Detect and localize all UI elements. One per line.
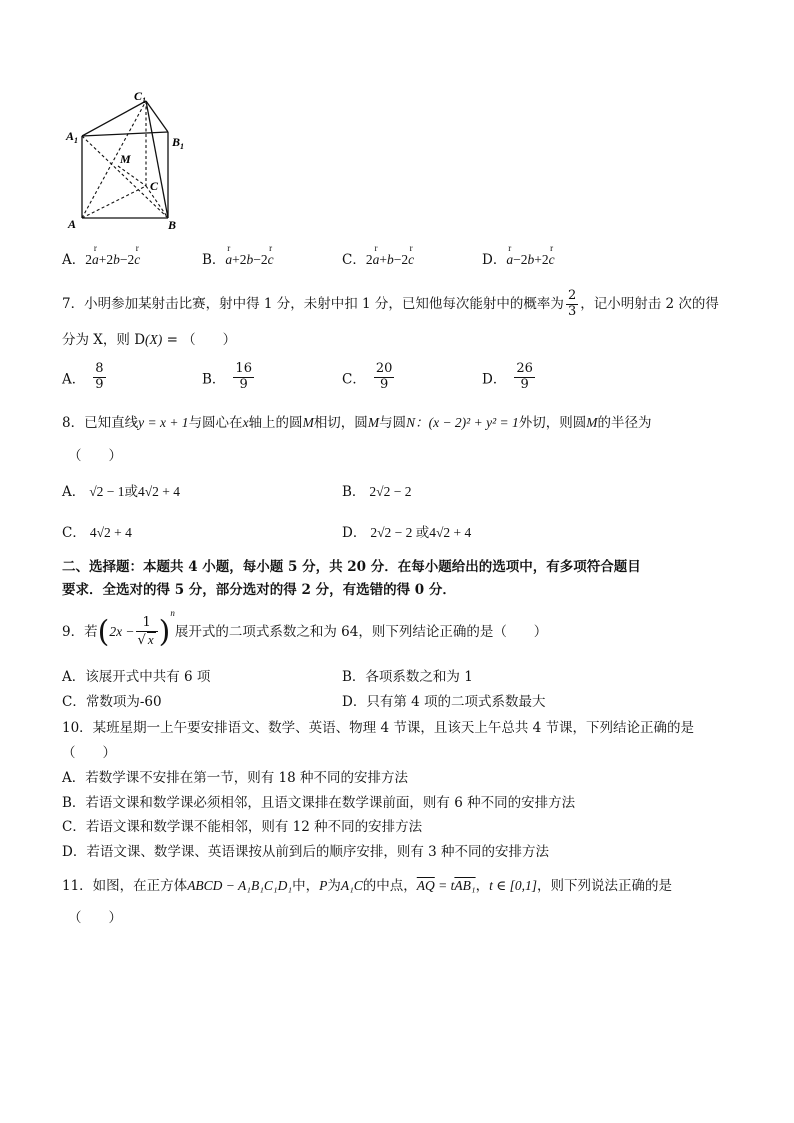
vector-name: b [113, 252, 120, 267]
option-label: D． [342, 525, 367, 541]
q11-line2: （ ） [68, 910, 122, 926]
fraction-denominator: 9 [379, 376, 389, 392]
vector-name: b [386, 252, 394, 267]
vector-name: a [92, 252, 99, 267]
vector-var [247, 252, 254, 268]
vector-name: a [225, 252, 233, 267]
option-label: D． [482, 371, 507, 388]
expr-coef: −2 [513, 252, 528, 267]
option-text: 2√2 − 2 [369, 484, 412, 499]
option-text: 只有第 4 项的二项式系数最大 [366, 694, 546, 710]
q8-line2: （ ） [68, 448, 122, 464]
option-label: A． [62, 252, 86, 268]
expr-coef: −2 [119, 252, 135, 267]
label-B: B [168, 218, 177, 232]
expr-coef: 2 [85, 252, 92, 267]
vector-arrow-mark: r [93, 243, 97, 253]
option-label: B． [202, 252, 226, 268]
vector-name: a [372, 252, 380, 267]
vector-var [387, 252, 394, 268]
label-C: C [150, 179, 159, 193]
option-item [62, 665, 210, 685]
option-label: C． [62, 694, 86, 710]
q7-line2: 分为 X，则 D(X) = （ ） [62, 332, 237, 348]
vector-var [372, 243, 380, 268]
section2-line1: 二、选择题：本题共 4 小题，每小题 5 分，共 20 分．在每小题给出的选项中，有多项符合题目 [62, 559, 641, 575]
fraction-denominator: 9 [239, 376, 248, 392]
label-A: A [68, 217, 77, 231]
option-item [342, 521, 471, 541]
fraction-numerator: 26 [516, 361, 533, 376]
label-B1: $B_1$ [172, 135, 185, 151]
option-label: C． [62, 819, 86, 835]
option-item [62, 521, 132, 541]
q9-stem: 9．若(2x − $\frac{1}{√ x}$ )$^n$展开式的二项式系数之和为 64，则下列结论正确的是（ ） [62, 608, 548, 650]
vector-var [134, 243, 141, 268]
option-text: √2 − 1或4√2 + 4 [89, 484, 181, 499]
expr-coef: 2 [365, 252, 373, 267]
option-label: A． [62, 371, 86, 388]
option-item [62, 690, 162, 710]
option-text: 若数学课不安排在第一节，则有 18 种不同的安排方法 [85, 770, 409, 786]
option-item [342, 690, 546, 710]
q8-line1: 8．已知直线y = x + 1与圆心在x轴上的圆M相切，圆M与圆N：(x − 2)² + y² = 1外切，则圆M的半径为 [62, 415, 652, 431]
option-fraction [93, 362, 105, 393]
vector-name: b [527, 252, 535, 267]
option-item [342, 243, 415, 268]
option-label: D． [342, 694, 367, 710]
vector-var [548, 243, 555, 268]
expr-coef: +2 [232, 252, 247, 267]
fraction-denominator: 9 [520, 376, 529, 392]
option-label: C． [62, 525, 86, 541]
option-item [342, 480, 411, 500]
vector-arrow-mark: r [227, 243, 231, 253]
option-item [482, 243, 555, 268]
vector-arrow-mark: r [269, 243, 273, 253]
fraction-denominator: 9 [95, 376, 104, 392]
vector-name: c [408, 252, 415, 267]
fraction-numerator: 20 [375, 361, 393, 376]
option-item [342, 665, 473, 685]
expr-coef: −2 [253, 252, 268, 267]
option-text: 4√2 + 4 [89, 525, 132, 540]
expr-coef: −2 [393, 252, 409, 267]
vector-arrow-mark: r [550, 243, 554, 253]
q10-line1: 10．某班星期一上午要安排语文、数学、英语、物理 4 节课，且该天上午总共 4 节课，下列结论正确的是 [62, 720, 695, 736]
expr-coef: +2 [98, 252, 114, 267]
option-fraction [514, 362, 535, 393]
option-item [62, 791, 575, 811]
option-label: C． [342, 371, 366, 388]
prism-figure [60, 88, 190, 233]
option-item [482, 362, 535, 393]
fraction-numerator: 8 [95, 361, 104, 376]
label-M: M [120, 152, 131, 166]
option-item [62, 362, 106, 393]
option-label: B． [342, 669, 366, 685]
option-label: A． [62, 770, 86, 786]
option-label: A． [62, 484, 86, 500]
option-text: 各项系数之和为 1 [365, 669, 473, 685]
vector-var [506, 243, 514, 268]
label-C1: $C_1$ [134, 89, 147, 105]
fraction-numerator: 16 [235, 361, 252, 376]
option-label: C． [342, 252, 366, 268]
expr-coef: +2 [534, 252, 549, 267]
vector-name: c [267, 252, 274, 267]
option-label: B． [342, 484, 366, 500]
vector-name: a [506, 252, 514, 267]
option-item [62, 243, 141, 268]
option-item [62, 480, 180, 500]
option-fraction [374, 362, 395, 393]
option-item [62, 766, 408, 786]
section2-line2: 要求．全选对的得 5 分，部分选对的得 2 分，有选错的得 0 分． [62, 582, 456, 598]
vector-name: c [548, 252, 555, 267]
option-label: D． [62, 844, 87, 860]
q11-line1: 11．如图，在正方体ABCD − A₁B₁C₁D₁中，P为A₁C的中点，$\overline{AQ} = tAB_1$，t ∈ [0,1]，则下列说法正确的是 [62, 878, 672, 894]
option-fraction [233, 362, 254, 393]
option-item [62, 815, 422, 835]
option-text: 该展开式中共有 6 项 [85, 669, 211, 685]
vector-var [408, 243, 415, 268]
expr-coef: + [379, 252, 387, 267]
option-text: 若语文课和数学课必须相邻，且语文课排在数学课前面，则有 6 种不同的安排方法 [85, 795, 576, 811]
option-item [202, 362, 254, 393]
q10-line2: （ ） [62, 745, 116, 761]
option-label: B． [62, 795, 86, 811]
option-item [342, 362, 394, 393]
option-label: A． [62, 669, 86, 685]
vector-name: c [134, 252, 141, 267]
vector-arrow-mark: r [135, 243, 139, 253]
vector-var [92, 243, 99, 268]
option-label: B． [202, 371, 226, 388]
option-text: 若语文课、数学课、英语课按从前到后的顺序安排，则有 3 种不同的安排方法 [86, 844, 549, 860]
option-text: 2√2 − 2 或4√2 + 4 [370, 525, 472, 540]
option-item [62, 840, 549, 860]
vector-name: b [246, 252, 254, 267]
vector-var [267, 243, 274, 268]
vector-var [527, 252, 534, 268]
q7-line1: 7．小明参加某射击比赛，射中得 1 分，未射中扣 1 分，已知他每次能射中的概率为 $\frac{2}{3}$ ，记小明射击 2 次的得 [62, 288, 719, 319]
option-item [202, 243, 274, 268]
vector-arrow-mark: r [374, 243, 378, 253]
vector-var [225, 243, 233, 268]
option-text: 常数项为-60 [85, 694, 162, 710]
vector-arrow-mark: r [508, 243, 512, 253]
vector-var [113, 252, 120, 268]
label-A1: $A_1$ [66, 129, 79, 145]
option-label: D． [482, 252, 507, 268]
option-text: 若语文课和数学课不能相邻，则有 12 种不同的安排方法 [85, 819, 423, 835]
vector-arrow-mark: r [409, 243, 413, 253]
